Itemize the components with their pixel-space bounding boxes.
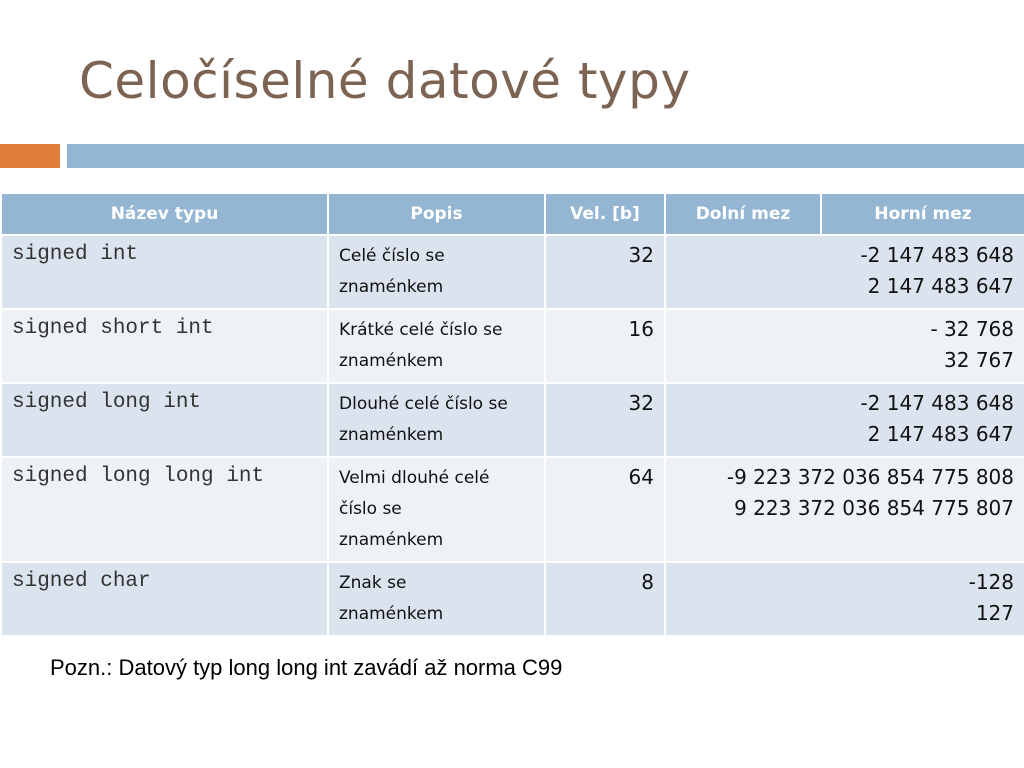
description-line: Dlouhé celé číslo se — [339, 394, 508, 414]
lower-bound-value: -9 223 372 036 854 775 808 — [726, 465, 1014, 489]
upper-bound-value: 2 147 483 647 — [867, 422, 1014, 446]
size-cell: 32 — [545, 383, 665, 457]
range-cell — [665, 235, 1024, 309]
description-line: znaménkem — [339, 351, 444, 371]
description-line: Krátké celé číslo se — [339, 320, 503, 340]
description-cell — [328, 383, 545, 457]
description-line: znaménkem — [339, 425, 444, 445]
description-cell — [328, 235, 545, 309]
description-line: číslo se — [339, 499, 402, 519]
lower-bound-value: -2 147 483 648 — [860, 243, 1014, 267]
table-row — [1, 562, 1024, 636]
description-cell — [328, 309, 545, 383]
footnote: Pozn.: Datový typ long long int zavádí až norma C99 — [50, 655, 563, 680]
type-name-cell: signed long long int — [1, 457, 328, 562]
upper-bound-value: 9 223 372 036 854 775 807 — [734, 496, 1014, 520]
size-cell: 64 — [545, 457, 665, 562]
description-line: znaménkem — [339, 277, 444, 297]
description-line: znaménkem — [339, 530, 444, 550]
description-line: znaménkem — [339, 604, 444, 624]
accent-bar-blue — [67, 144, 1024, 168]
integer-types-table — [0, 192, 1024, 637]
header-type-name: Název typu — [1, 193, 328, 235]
type-name-cell: signed int — [1, 235, 328, 309]
type-name-cell: signed short int — [1, 309, 328, 383]
size-cell: 8 — [545, 562, 665, 636]
table-header-row — [1, 193, 1024, 235]
table-row — [1, 457, 1024, 562]
table-row — [1, 235, 1024, 309]
range-cell — [665, 383, 1024, 457]
upper-bound-value: 127 — [975, 601, 1014, 625]
table-body — [1, 235, 1024, 636]
size-cell: 16 — [545, 309, 665, 383]
range-cell — [665, 562, 1024, 636]
size-cell: 32 — [545, 235, 665, 309]
lower-bound-value: -2 147 483 648 — [860, 391, 1014, 415]
description-line: Velmi dlouhé celé — [339, 468, 490, 488]
type-name-cell: signed char — [1, 562, 328, 636]
description-line: Znak se — [339, 573, 407, 593]
table-row — [1, 383, 1024, 457]
lower-bound-value: -128 — [968, 570, 1014, 594]
upper-bound-value: 32 767 — [944, 348, 1014, 372]
accent-bar-orange — [0, 144, 60, 168]
header-upper-bound: Horní mez — [821, 193, 1024, 235]
header-description: Popis — [328, 193, 545, 235]
lower-bound-value: - 32 768 — [930, 317, 1014, 341]
description-cell — [328, 457, 545, 562]
table-row — [1, 309, 1024, 383]
header-size: Vel. [b] — [545, 193, 665, 235]
header-lower-bound: Dolní mez — [665, 193, 821, 235]
range-cell — [665, 309, 1024, 383]
description-cell — [328, 562, 545, 636]
page-title: Celočíselné datové typy — [79, 52, 691, 110]
type-name-cell: signed long int — [1, 383, 328, 457]
upper-bound-value: 2 147 483 647 — [867, 274, 1014, 298]
range-cell — [665, 457, 1024, 562]
description-line: Celé číslo se — [339, 246, 445, 266]
